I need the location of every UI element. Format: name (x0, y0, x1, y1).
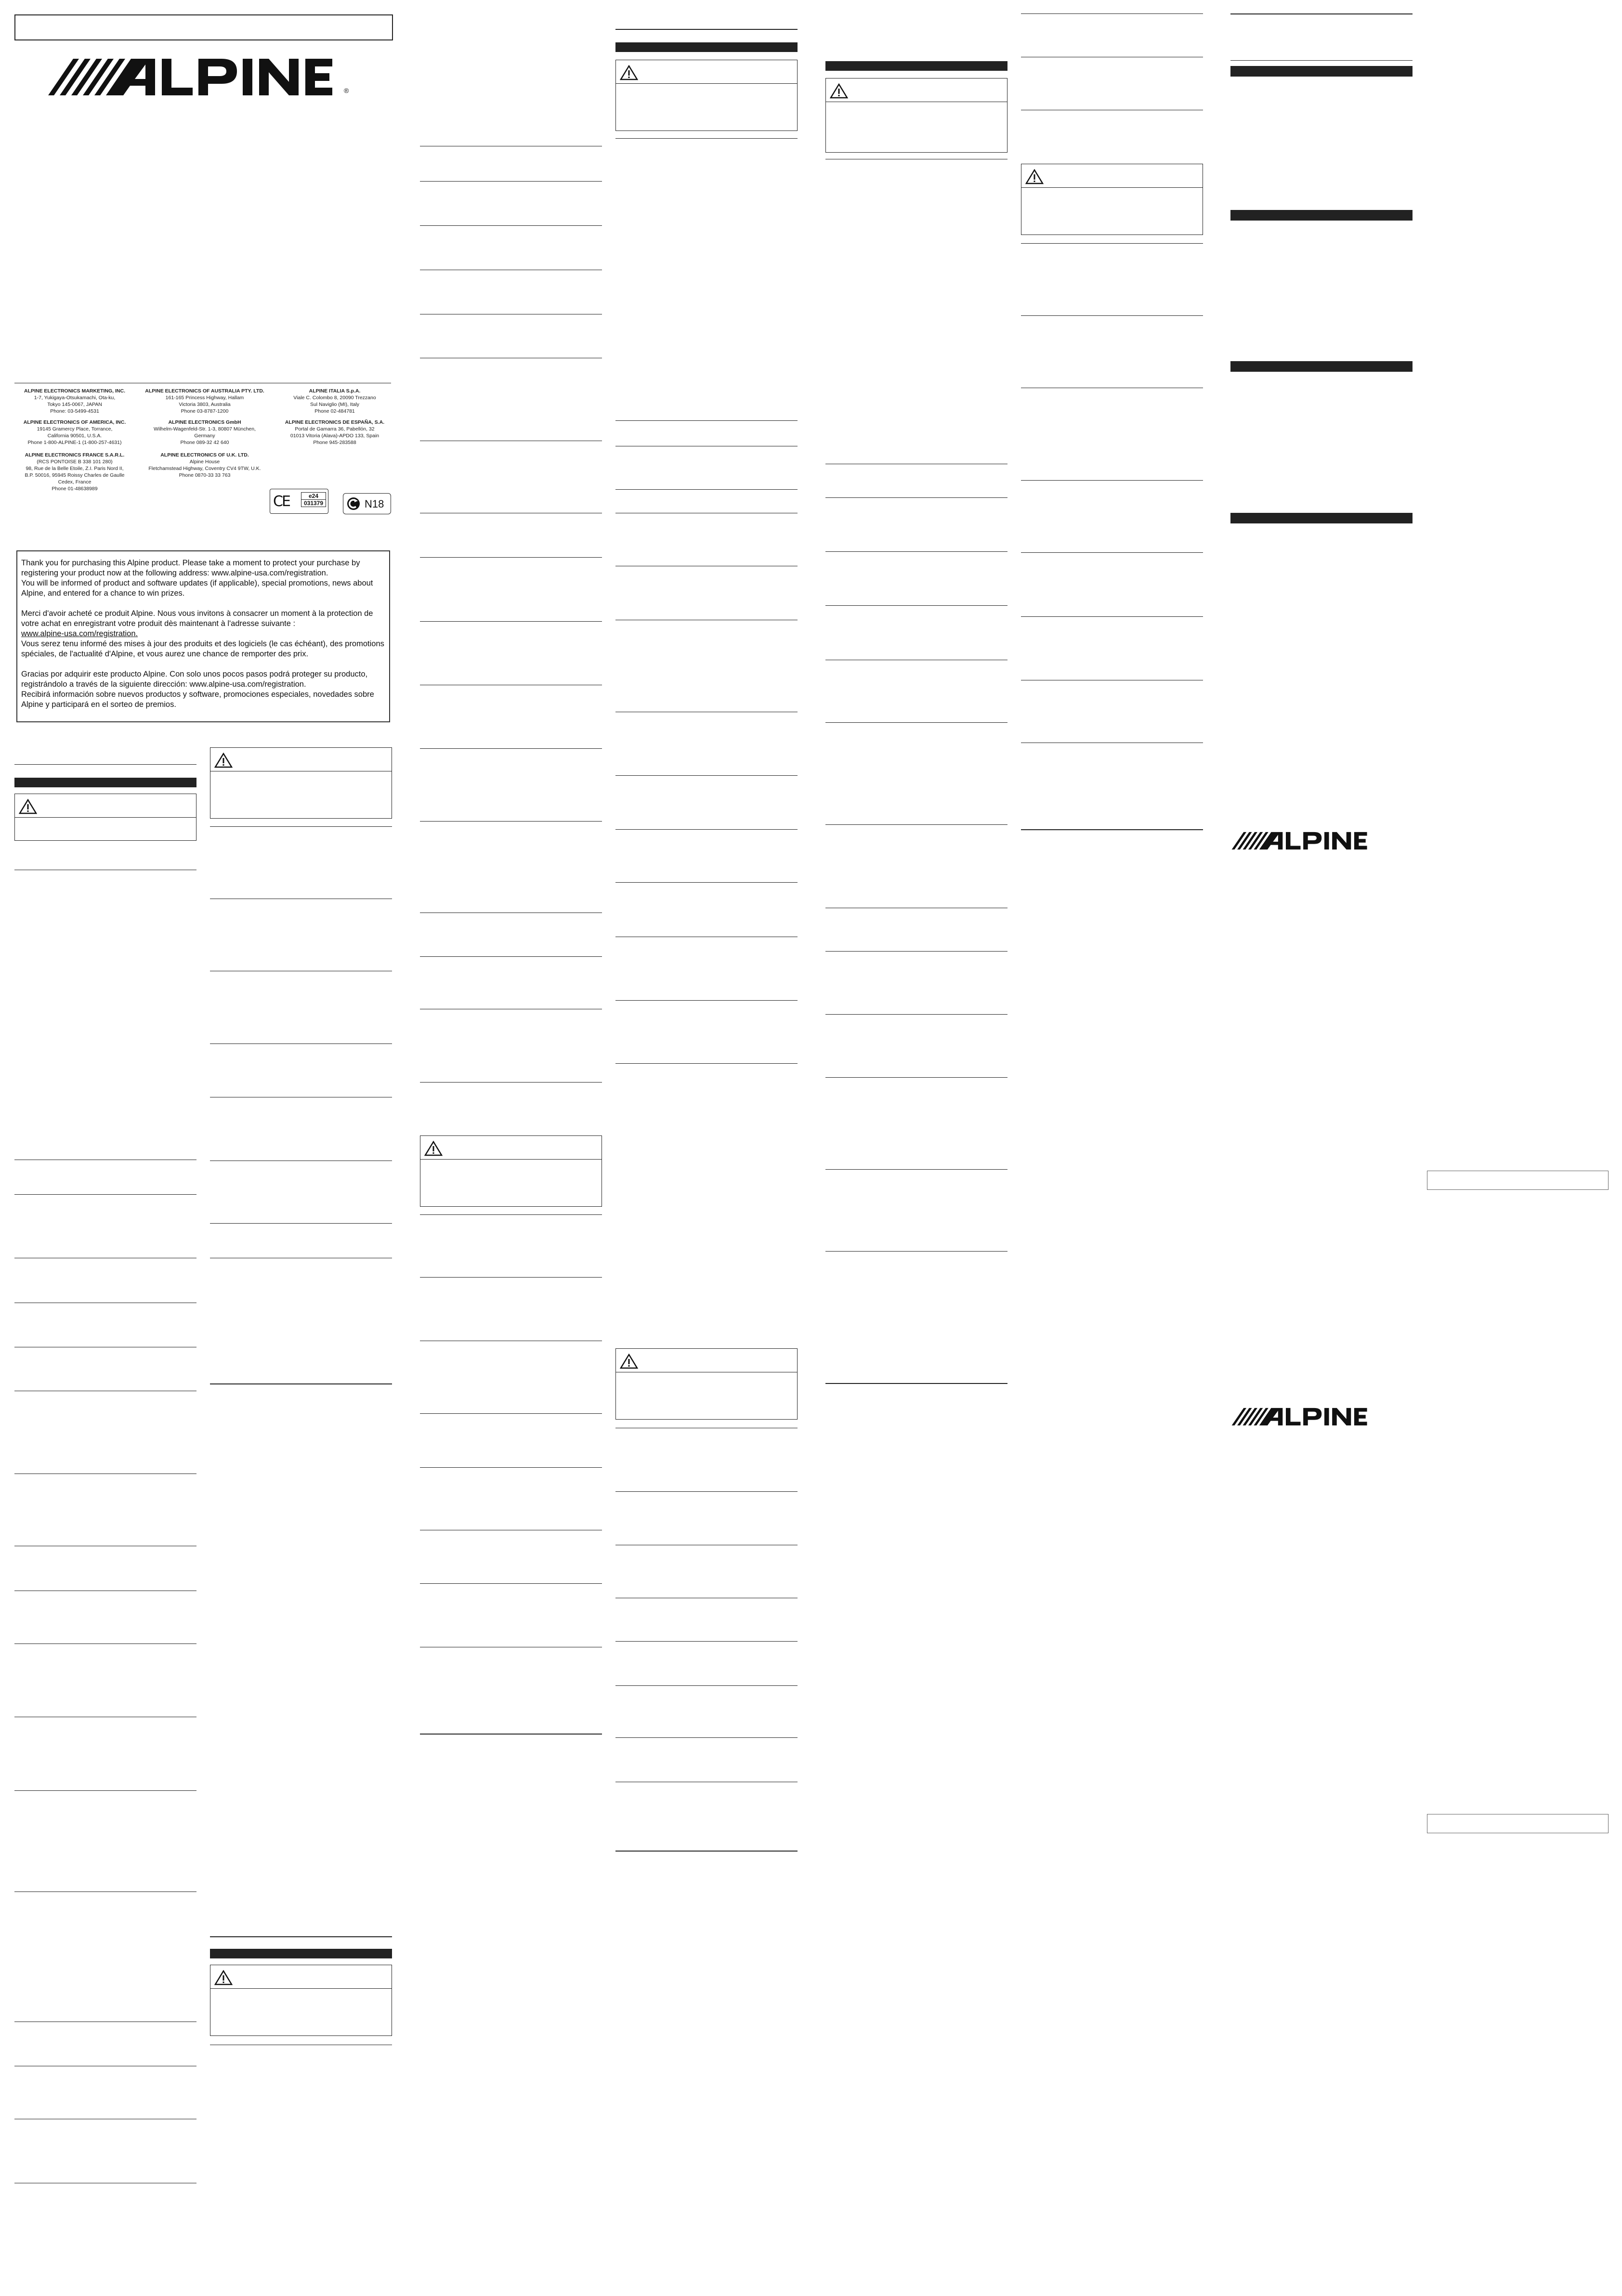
warning-triangle-icon (1025, 169, 1044, 184)
warning-header (1021, 164, 1203, 188)
warning-header (15, 794, 196, 818)
rule (615, 882, 798, 883)
rule (14, 1194, 196, 1195)
rule (825, 1383, 1007, 1384)
rule (615, 1641, 798, 1642)
rule (420, 748, 602, 749)
section-bar (1230, 210, 1413, 221)
rule (210, 826, 392, 827)
address-line: 19145 Gramercy Place, Torrance, (37, 426, 113, 432)
label-box (1427, 1814, 1609, 1833)
rule (420, 1734, 602, 1735)
e24-number: 031379 (303, 500, 324, 507)
company-name: ALPINE ITALIA S.p.A. (309, 388, 361, 394)
rule (210, 1223, 392, 1224)
rule (825, 605, 1007, 606)
warning-box (825, 78, 1007, 153)
address-line: Victoria 3803, Australia (179, 402, 231, 407)
company-name: ALPINE ELECTRONICS OF AMERICA, INC. (23, 419, 126, 425)
rule (14, 1790, 196, 1791)
address-line: Sul Naviglio (MI), Italy (310, 402, 360, 407)
company-name: ALPINE ELECTRONICS GmbH (168, 419, 241, 425)
rule (420, 821, 602, 822)
rule (420, 1467, 602, 1468)
warning-box (14, 794, 196, 841)
rule (615, 829, 798, 830)
rule (420, 557, 602, 558)
registration-fr (21, 609, 385, 659)
registration-es-text-2: Recibirá información sobre nuevos productos y software, promociones especiales, novedades sobre Alpine y participará en el sorteo de premios. (21, 690, 374, 709)
address-italy (275, 388, 395, 415)
address-france (10, 452, 140, 492)
registration-es (21, 669, 385, 710)
address-line: Phone 089-32 42 640 (180, 440, 229, 445)
rule (420, 1214, 602, 1215)
e24-code: e24 (301, 493, 326, 500)
warning-header (210, 1965, 392, 1989)
address-line: Phone 01-48638989 (52, 486, 98, 492)
warning-box (210, 1965, 392, 2036)
address-spain (275, 419, 395, 446)
alpine-logo-small-graphic (1230, 1407, 1380, 1426)
rule (420, 1277, 602, 1278)
alpine-logo (48, 57, 356, 97)
address-line: B.P. 50016, 95945 Roissy Charles de Gaulle (25, 472, 125, 478)
rule (1021, 13, 1203, 14)
rule (825, 1251, 1007, 1252)
warning-header (420, 1136, 602, 1160)
registration-notice (16, 550, 390, 722)
address-line: Cedex, France (58, 479, 92, 485)
e24-badge (301, 492, 326, 507)
address-line: 161-165 Princess Highway, Hallam (165, 395, 244, 401)
ce-mark: CE (273, 493, 289, 510)
address-line: Wilhelm-Wagenfeld-Str. 1-3, 80807 München, (153, 426, 256, 432)
rule (210, 1383, 392, 1384)
rule (615, 1851, 798, 1852)
n18-mark (343, 493, 391, 514)
address-line: Phone: 03-5499-4531 (50, 408, 99, 414)
warning-box (1021, 164, 1203, 235)
alpine-logo-small (1230, 1407, 1380, 1429)
rule (615, 138, 798, 139)
address-line: Phone 1-800-ALPINE-1 (1-800-257-4631) (27, 440, 122, 445)
warning-header (826, 78, 1007, 102)
warning-triangle-icon (830, 83, 848, 99)
rule (420, 225, 602, 226)
rule (825, 824, 1007, 825)
warning-triangle-icon (19, 799, 37, 814)
company-name: ALPINE ELECTRONICS MARKETING, INC. (24, 388, 125, 394)
section-bar (615, 42, 798, 52)
registration-fr-text-2: Vous serez tenu informé des mises à jour des produits et des logiciels (le cas échéant), des promotions spéciales, de l'actualité d'Alpine, et vous aurez une chance de remporter des prix. (21, 639, 384, 658)
rule (825, 1014, 1007, 1015)
address-america (10, 419, 140, 446)
address-line: Germany (194, 433, 215, 439)
warning-triangle-icon (620, 1354, 638, 1369)
warning-triangle-icon (424, 1141, 443, 1156)
company-name: ALPINE ELECTRONICS OF U.K. LTD. (160, 452, 249, 458)
rule (825, 951, 1007, 952)
ce-e24-mark (270, 489, 328, 514)
warning-box (210, 747, 392, 819)
rule (615, 1491, 798, 1492)
rule (825, 551, 1007, 552)
company-name: ALPINE ELECTRONICS FRANCE S.A.R.L. (25, 452, 125, 458)
label-box (1427, 1171, 1609, 1190)
alpine-logo-graphic (48, 57, 356, 97)
address-line: California 90501, U.S.A. (47, 433, 102, 439)
warning-header (616, 60, 797, 84)
rule (1021, 480, 1203, 481)
address-line: Phone 0870-33 33 763 (179, 472, 231, 478)
rule (615, 775, 798, 776)
rule (615, 1685, 798, 1686)
address-line: 01013 Vitoria (Alava)-APDO 133, Spain (290, 433, 379, 439)
rule (1021, 315, 1203, 316)
rule (420, 956, 602, 957)
rule (420, 1413, 602, 1414)
rule (825, 1077, 1007, 1078)
address-germany (140, 419, 270, 446)
rule (1021, 829, 1203, 830)
address-line: Phone 02-484781 (314, 408, 355, 414)
rule (210, 1936, 392, 1937)
address-japan (10, 388, 140, 415)
rule (615, 420, 798, 421)
company-name: ALPINE ELECTRONICS DE ESPAÑA, S.A. (285, 419, 385, 425)
address-line: Phone 945-283588 (313, 440, 356, 445)
rule (420, 1583, 602, 1584)
section-bar (210, 1949, 392, 1958)
registration-link[interactable]: www.alpine-usa.com/registration. (21, 629, 138, 638)
address-line: (RCS PONTOISE B 338 101 280) (37, 459, 113, 465)
rule (615, 489, 798, 490)
address-line: 98, Rue de la Belle Etoile, Z.I. Paris Nord II, (26, 466, 124, 471)
rule (1230, 60, 1413, 61)
registered-mark: ® (344, 87, 349, 94)
rule (1230, 13, 1413, 14)
address-australia (140, 388, 270, 415)
rule (420, 181, 602, 182)
section-rule (14, 764, 196, 765)
section-bar (14, 778, 196, 787)
alpine-logo-small (1230, 831, 1380, 853)
warning-header (616, 1349, 797, 1372)
rule (825, 497, 1007, 498)
rule (615, 1737, 798, 1738)
address-line: Alpine House (189, 459, 220, 465)
rule (1021, 243, 1203, 244)
warning-triangle-icon (214, 1970, 233, 1985)
alpine-logo-small-graphic (1230, 831, 1380, 850)
registration-en-text: Thank you for purchasing this Alpine product. Please take a moment to protect your purchase by registering your product now at the following address: www.alpine-usa.com/registration. (21, 559, 360, 577)
address-line: 1-7, Yukigaya-Otsukamachi, Ota-ku, (34, 395, 116, 401)
address-line: Portal de Gamarra 36, Pabellón, 32 (295, 426, 375, 432)
title-box (14, 14, 393, 40)
address-line: Tokyo 145-0067, JAPAN (47, 402, 102, 407)
address-line: Phone 03-8787-1200 (181, 408, 229, 414)
rule (420, 621, 602, 622)
registration-en (21, 558, 385, 599)
section-bar (825, 61, 1007, 71)
rcm-icon (346, 496, 361, 511)
section-bar (1230, 66, 1413, 77)
rule (420, 1082, 602, 1083)
warning-triangle-icon (214, 753, 233, 768)
rule (825, 1169, 1007, 1170)
address-line: Viale C. Colombo 8, 20090 Trezzano (293, 395, 376, 401)
warning-header (210, 748, 392, 771)
rule (615, 1000, 798, 1001)
warning-box (615, 1348, 798, 1420)
section-bar (1230, 513, 1413, 523)
warning-box (420, 1135, 602, 1207)
address-line: Fletchamstead Highway, Coventry CV4 9TW, U.K. (148, 466, 261, 471)
rule (1021, 616, 1203, 617)
registration-en-text-2: You will be informed of product and software updates (if applicable), special promotions, news about Alpine, and entered for a chance to win prizes. (21, 579, 373, 598)
warning-triangle-icon (620, 65, 638, 80)
address-uk (140, 452, 270, 479)
registration-es-text: Gracias por adquirir este producto Alpine. Con solo unos pocos pasos podrá proteger su producto, registrándolo a través de la siguiente dirección: www.alpine-usa.com/registration. (21, 670, 368, 689)
registration-fr-text: Merci d'avoir acheté ce produit Alpine. Nous vous invitons à consacrer un moment à la protection de votre achat en enregistrant votre produit dès maintenant à l'adresse suivante : (21, 609, 373, 628)
rule (615, 1063, 798, 1064)
rule (825, 722, 1007, 723)
n18-label: N18 (365, 498, 384, 510)
company-name: ALPINE ELECTRONICS OF AUSTRALIA PTY. LTD. (145, 388, 264, 394)
rule (1021, 552, 1203, 553)
section-bar (1230, 361, 1413, 372)
warning-box (615, 60, 798, 131)
rule (615, 29, 798, 30)
